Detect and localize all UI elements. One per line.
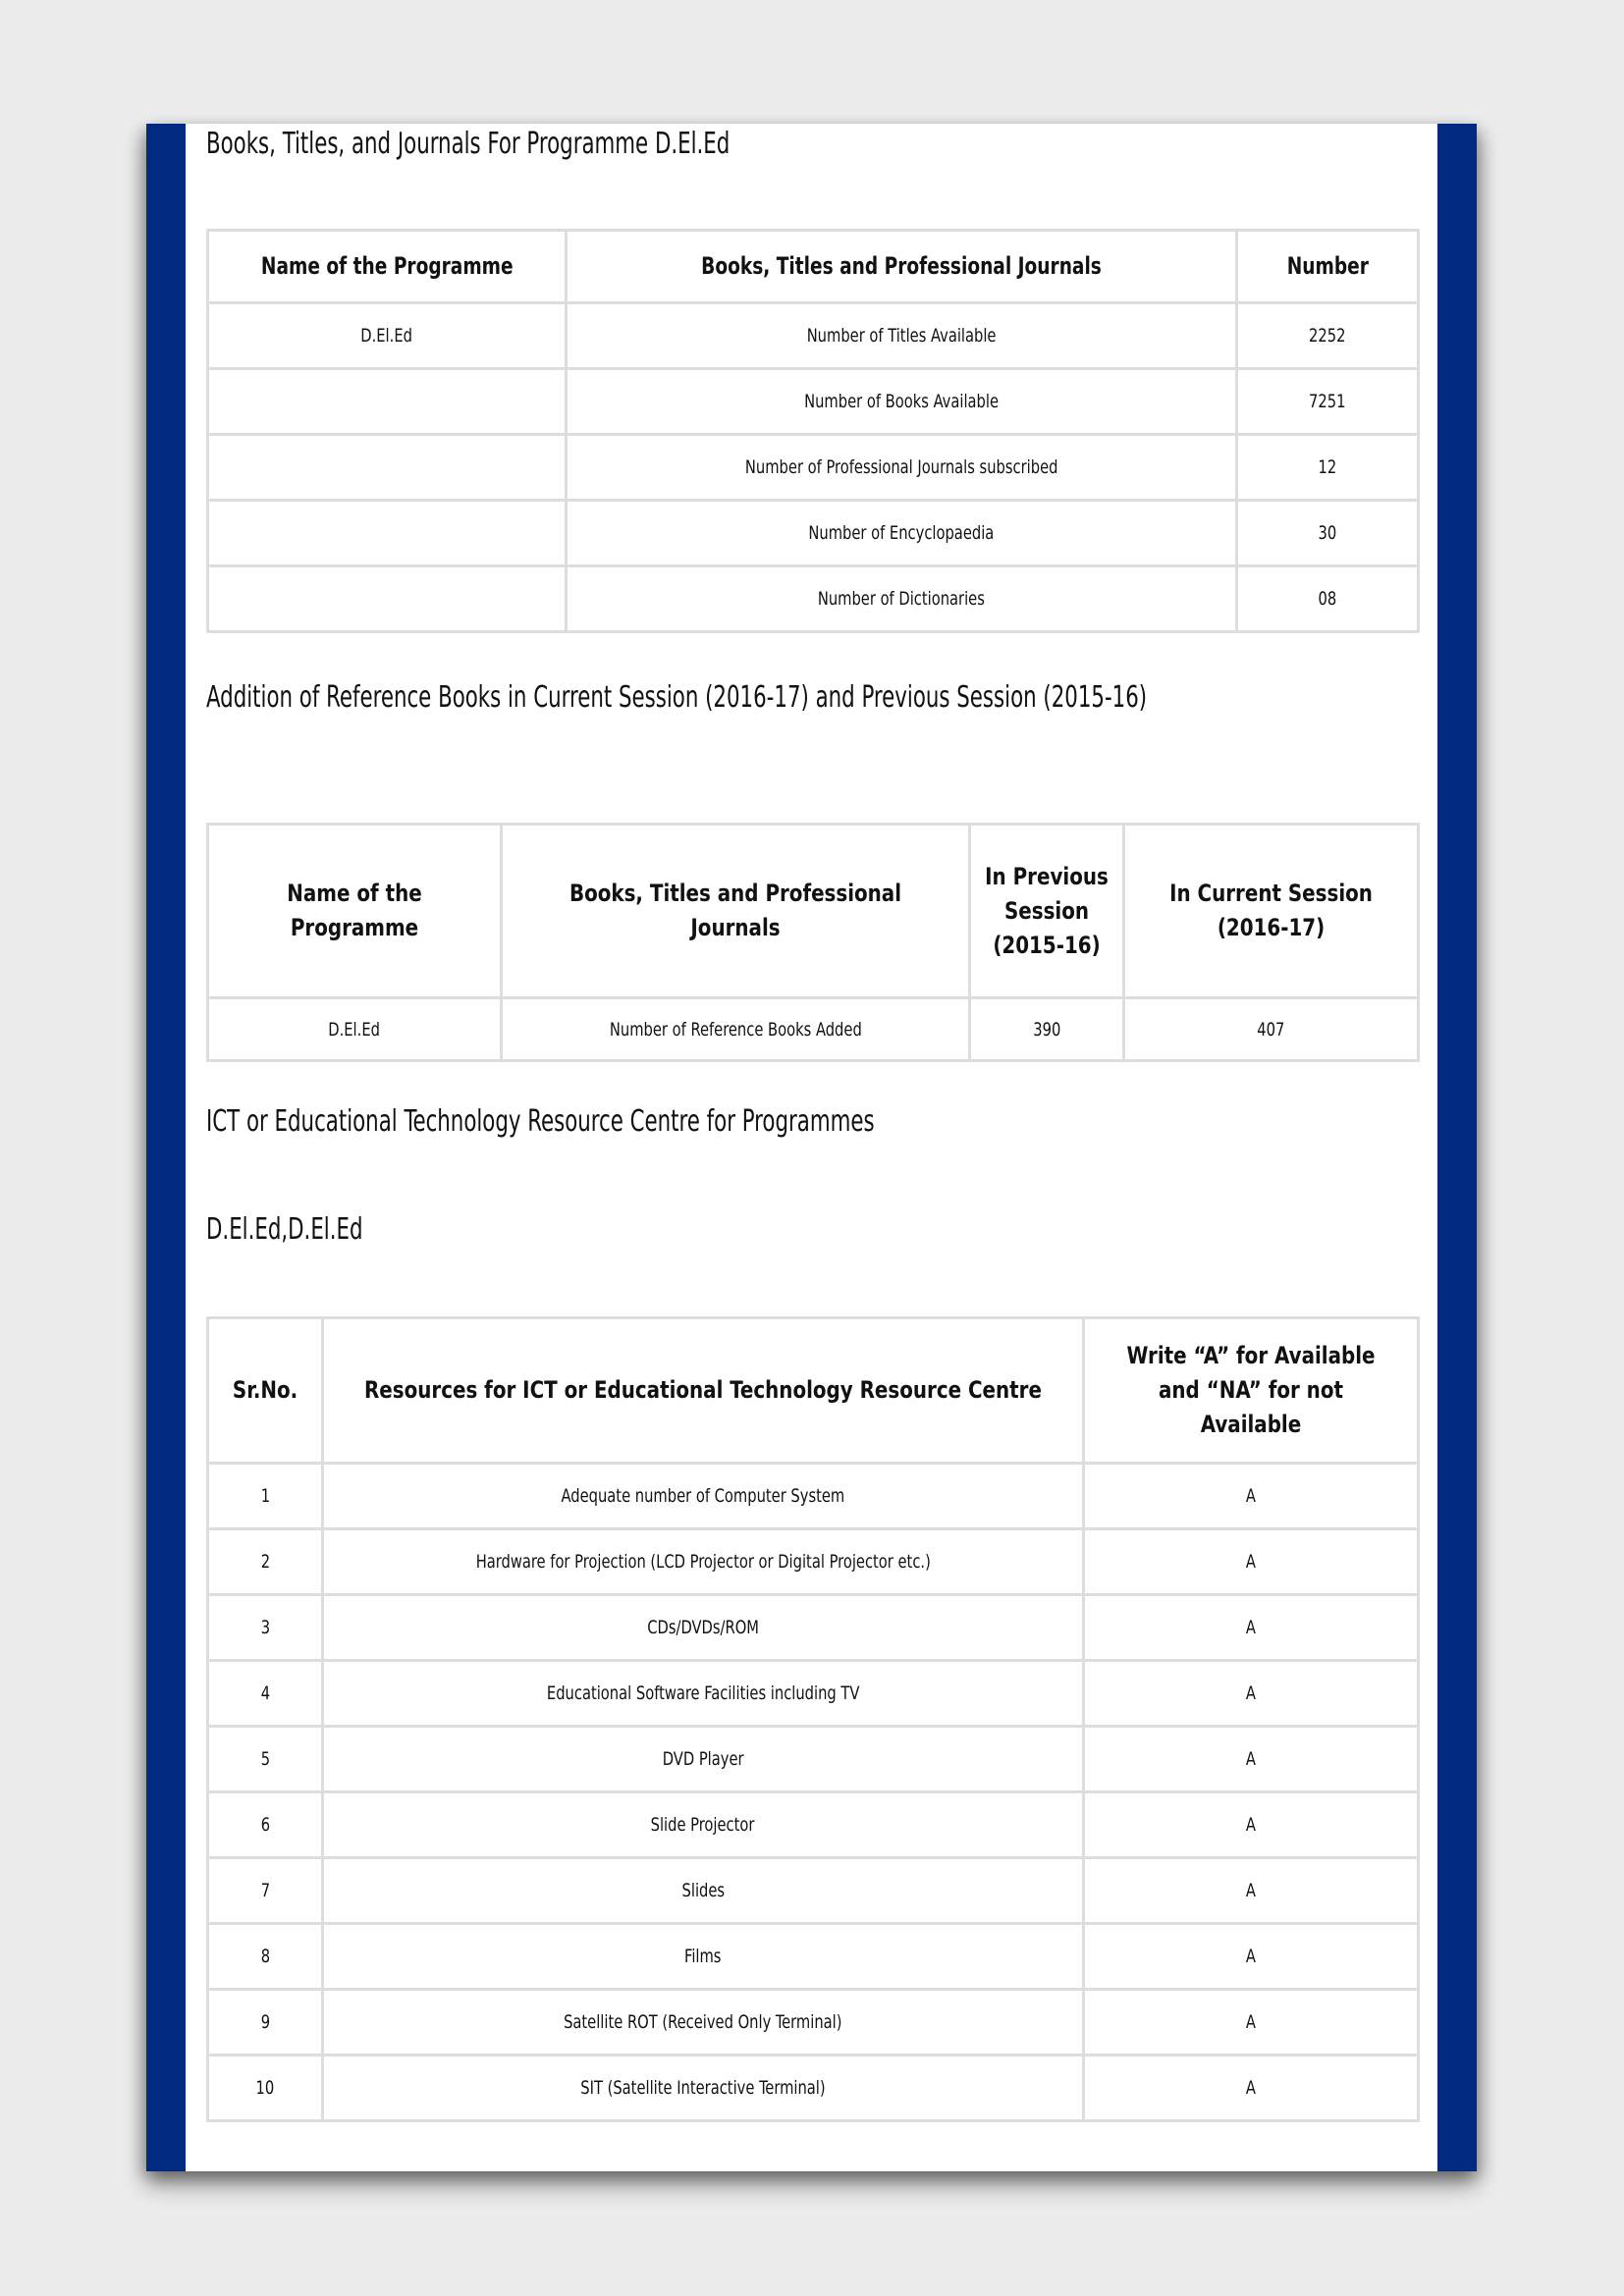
table-row	[208, 1661, 1419, 1727]
header-programme: Name of the Programme	[208, 231, 567, 303]
cell-resource: Satellite ROT (Received Only Terminal)	[323, 1990, 1084, 2056]
cell-sr: 10	[208, 2056, 323, 2121]
cell-item: Number of Books Available	[567, 369, 1237, 435]
table-row	[208, 566, 1419, 632]
table-row	[208, 369, 1419, 435]
ict-resources-table	[206, 1316, 1420, 2122]
cell-sr: 6	[208, 1792, 323, 1858]
table-row	[208, 1595, 1419, 1661]
cell-item: Number of Professional Journals subscribed	[567, 435, 1237, 501]
cell-resource: Educational Software Facilities including TV	[323, 1661, 1084, 1727]
section3-subtitle-wrap	[206, 1209, 1417, 1251]
table-row	[208, 2056, 1419, 2121]
cell-status: A	[1084, 1464, 1419, 1529]
right-side-bar	[1437, 124, 1477, 2171]
table-row	[208, 1529, 1419, 1595]
cell-status: A	[1084, 1727, 1419, 1792]
cell-current: 407	[1124, 998, 1419, 1061]
header-previous-session: In Previous Session (2015-16)	[970, 825, 1124, 998]
header-current-session: In Current Session (2016-17)	[1124, 825, 1419, 998]
cell-resource: Slide Projector	[323, 1792, 1084, 1858]
cell-item: Number of Dictionaries	[567, 566, 1237, 632]
section1-title: Books, Titles, and Journals For Programme D.El.Ed	[206, 127, 731, 161]
cell-sr: 4	[208, 1661, 323, 1727]
cell-sr: 3	[208, 1595, 323, 1661]
cell-sr: 5	[208, 1727, 323, 1792]
section3-title-wrap	[206, 1101, 1417, 1143]
section2-title-wrap	[206, 677, 1417, 719]
cell-programme	[208, 501, 567, 566]
header-books-titles-journals: Books, Titles and Professional Journals	[502, 825, 970, 998]
cell-status: A	[1084, 1792, 1419, 1858]
table-row	[208, 1792, 1419, 1858]
cell-sr: 8	[208, 1924, 323, 1990]
cell-programme	[208, 369, 567, 435]
document-page	[146, 124, 1477, 2171]
table-row	[208, 998, 1419, 1061]
cell-number: 08	[1237, 566, 1419, 632]
cell-sr: 1	[208, 1464, 323, 1529]
cell-programme: D.El.Ed	[208, 998, 502, 1061]
cell-previous: 390	[970, 998, 1124, 1061]
left-side-bar	[146, 124, 186, 2171]
cell-status: A	[1084, 1858, 1419, 1924]
table-row	[208, 1727, 1419, 1792]
table-header-row	[208, 1318, 1419, 1464]
table-row	[208, 1858, 1419, 1924]
cell-sr: 2	[208, 1529, 323, 1595]
cell-number: 7251	[1237, 369, 1419, 435]
table-row	[208, 501, 1419, 566]
table-row	[208, 435, 1419, 501]
section2-title: Addition of Reference Books in Current Session (2016-17) and Previous Session (2015-16)	[206, 680, 1148, 715]
books-titles-journals-table	[206, 229, 1420, 633]
table-row	[208, 1464, 1419, 1529]
header-number: Number	[1237, 231, 1419, 303]
section3-title: ICT or Educational Technology Resource Centre for Programmes	[206, 1104, 875, 1139]
cell-item: Number of Encyclopaedia	[567, 501, 1237, 566]
table-row	[208, 1924, 1419, 1990]
cell-status: A	[1084, 1924, 1419, 1990]
table-row	[208, 1990, 1419, 2056]
cell-sr: 9	[208, 1990, 323, 2056]
header-programme: Name of the Programme	[208, 825, 502, 998]
cell-number: 2252	[1237, 303, 1419, 369]
cell-programme: D.El.Ed	[208, 303, 567, 369]
section1-title-wrap	[206, 124, 1417, 165]
cell-resource: SIT (Satellite Interactive Terminal)	[323, 2056, 1084, 2121]
cell-status: A	[1084, 1595, 1419, 1661]
cell-resource: CDs/DVDs/ROM	[323, 1595, 1084, 1661]
cell-sr: 7	[208, 1858, 323, 1924]
header-sr-no: Sr.No.	[208, 1318, 323, 1464]
cell-resource: Films	[323, 1924, 1084, 1990]
cell-item: Number of Titles Available	[567, 303, 1237, 369]
cell-resource: Slides	[323, 1858, 1084, 1924]
section3-subtitle: D.El.Ed,D.El.Ed	[206, 1212, 363, 1247]
cell-status: A	[1084, 1529, 1419, 1595]
reference-books-addition-table	[206, 823, 1420, 1062]
table-header-row	[208, 825, 1419, 998]
cell-resource: Adequate number of Computer System	[323, 1464, 1084, 1529]
cell-item: Number of Reference Books Added	[502, 998, 970, 1061]
table-row	[208, 303, 1419, 369]
cell-programme	[208, 566, 567, 632]
cell-programme	[208, 435, 567, 501]
cell-resource: DVD Player	[323, 1727, 1084, 1792]
table-header-row	[208, 231, 1419, 303]
cell-number: 30	[1237, 501, 1419, 566]
cell-resource: Hardware for Projection (LCD Projector or Digital Projector etc.)	[323, 1529, 1084, 1595]
header-availability: Write “A” for Available and “NA” for not Available	[1084, 1318, 1419, 1464]
header-resources: Resources for ICT or Educational Technology Resource Centre	[323, 1318, 1084, 1464]
cell-number: 12	[1237, 435, 1419, 501]
header-books-titles-journals: Books, Titles and Professional Journals	[567, 231, 1237, 303]
cell-status: A	[1084, 1990, 1419, 2056]
cell-status: A	[1084, 1661, 1419, 1727]
cell-status: A	[1084, 2056, 1419, 2121]
